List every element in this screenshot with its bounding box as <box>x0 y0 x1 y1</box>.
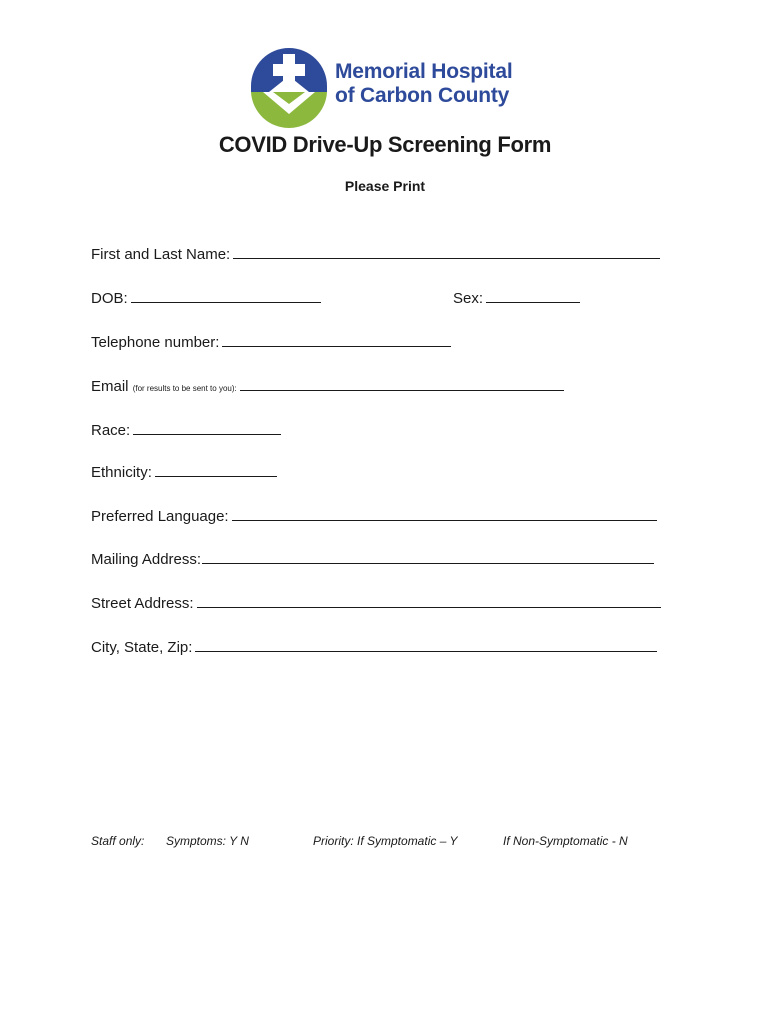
email-field[interactable] <box>91 376 564 395</box>
sex-input-line[interactable] <box>486 288 580 303</box>
name-input-line[interactable] <box>233 244 660 259</box>
logo-line-2: of Carbon County <box>335 84 510 107</box>
page-title: COVID Drive-Up Screening Form <box>218 132 552 157</box>
street-address-input-line[interactable] <box>197 593 661 608</box>
phone-input-line[interactable] <box>222 332 451 347</box>
phone-label: Telephone number: <box>91 334 220 351</box>
mailing-address-label: Mailing Address: <box>91 551 202 568</box>
city-state-zip-input-line[interactable] <box>195 637 657 652</box>
language-label: Preferred Language: <box>91 508 229 525</box>
city-state-zip-field[interactable] <box>91 637 657 656</box>
email-label: Email <box>91 378 129 395</box>
race-input-line[interactable] <box>133 420 281 435</box>
symptoms-label: Symptoms: Y N <box>166 834 249 848</box>
hospital-logo <box>249 46 529 130</box>
cross-heart-icon <box>249 46 329 130</box>
dob-label: DOB: <box>91 290 128 307</box>
ethnicity-input-line[interactable] <box>155 462 277 477</box>
phone-field[interactable] <box>91 332 451 351</box>
race-field[interactable] <box>91 420 281 439</box>
email-input-line[interactable] <box>240 376 564 391</box>
dob-input-line[interactable] <box>131 288 321 303</box>
non-symptomatic-label: If Non-Symptomatic - N <box>503 834 628 848</box>
page-subtitle: Please Print <box>344 178 426 194</box>
logo-line-1: Memorial Hospital <box>335 60 513 83</box>
city-state-zip-label: City, State, Zip: <box>91 639 193 656</box>
mailing-address-input-line[interactable] <box>202 549 654 564</box>
sex-field[interactable] <box>453 288 580 307</box>
mailing-address-field[interactable] <box>91 549 654 568</box>
name-label: First and Last Name: <box>91 246 231 263</box>
priority-label: Priority: If Symptomatic – Y <box>313 834 458 848</box>
language-input-line[interactable] <box>232 506 657 521</box>
name-field[interactable] <box>91 244 660 263</box>
email-note: (for results to be sent to you): <box>132 384 237 393</box>
race-label: Race: <box>91 422 131 439</box>
street-address-field[interactable] <box>91 593 661 612</box>
ethnicity-field[interactable] <box>91 462 277 481</box>
language-field[interactable] <box>91 506 657 525</box>
sex-label: Sex: <box>453 290 484 307</box>
ethnicity-label: Ethnicity: <box>91 464 152 481</box>
street-address-label: Street Address: <box>91 595 194 612</box>
dob-field[interactable] <box>91 288 321 307</box>
staff-only-label: Staff only: <box>91 834 145 848</box>
